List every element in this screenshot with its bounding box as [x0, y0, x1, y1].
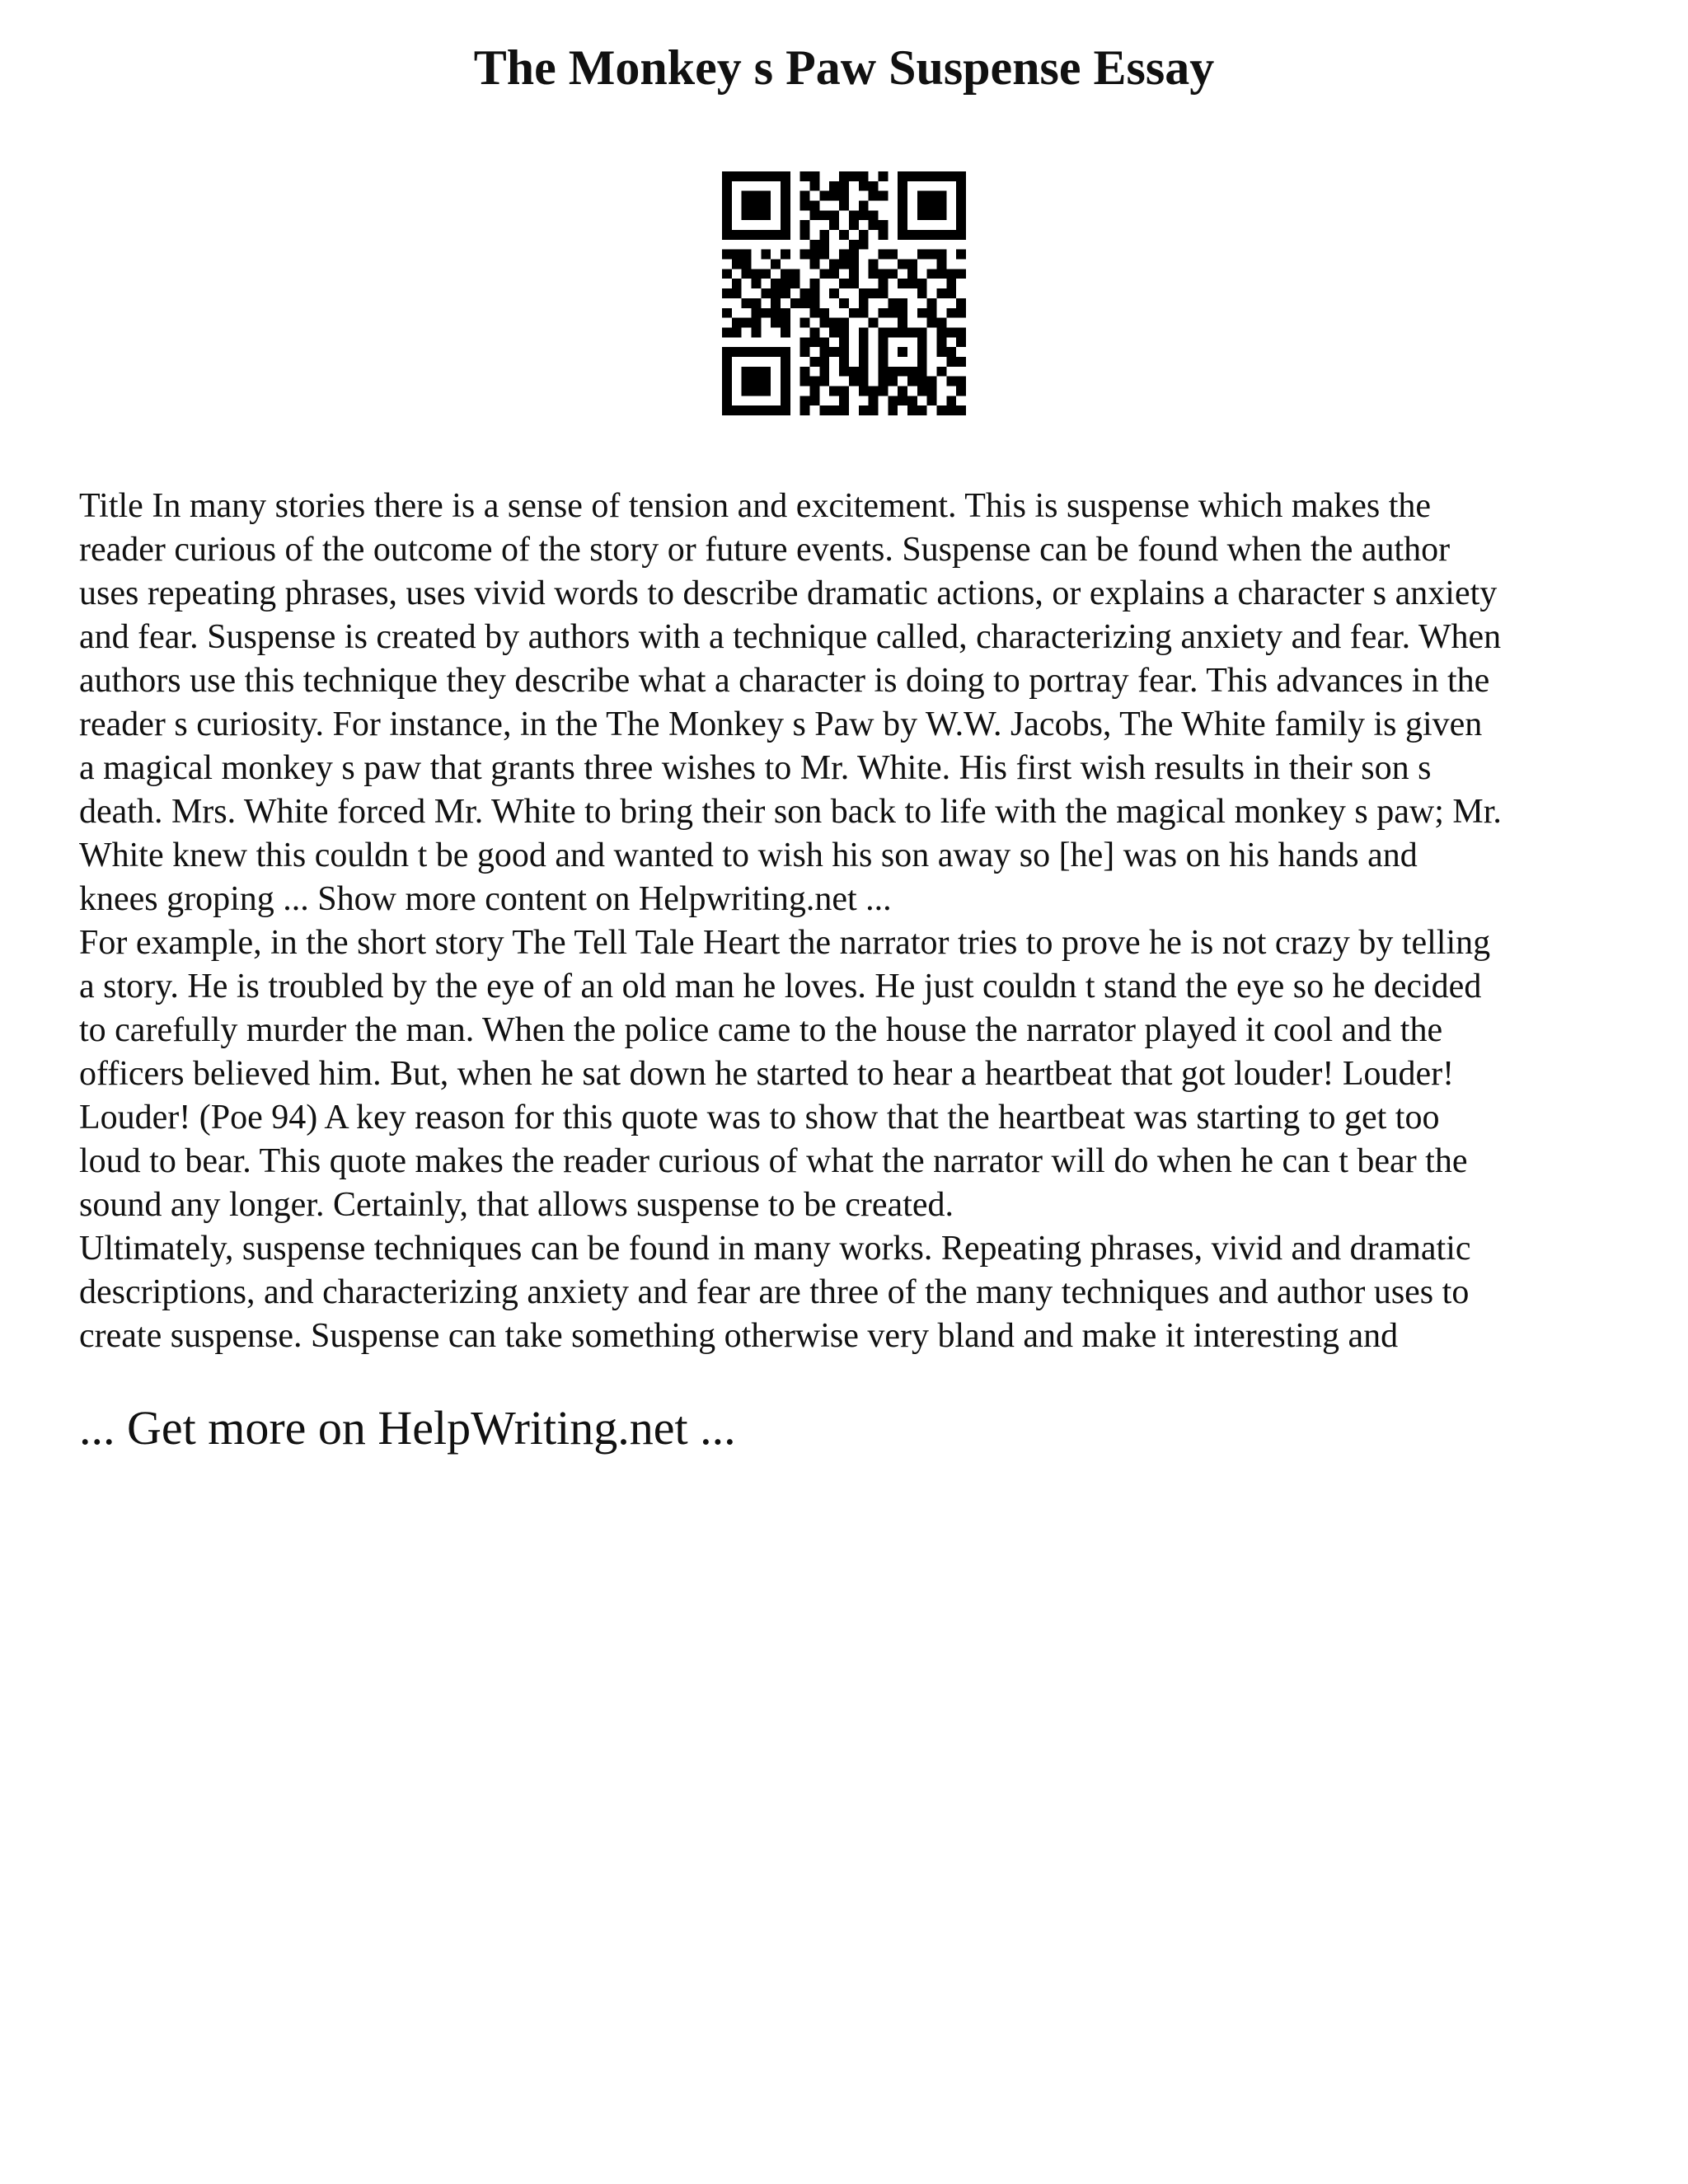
body-line: uses repeating phrases, uses vivid words to describe dramatic actions, or explains a character s anxiety [79, 574, 1498, 612]
body-line: officers believed him. But, when he sat down he started to hear a heartbeat that got louder! Louder! [79, 1055, 1455, 1093]
body-line: to carefully murder the man. When the police came to the house the narrator played it cool and the [79, 1011, 1443, 1049]
body-line: White knew this couldn t be good and wanted to wish his son away so [he] was on his hands and [79, 837, 1418, 874]
body-line-show-more: knees groping ... Show more content on Helpwriting.net ... [79, 880, 892, 918]
body-line: Louder! (Poe 94) A key reason for this quote was to show that the heartbeat was starting to get too [79, 1099, 1440, 1137]
body-line: descriptions, and characterizing anxiety and fear are three of the many techniques and author uses to [79, 1273, 1470, 1311]
body-line: create suspense. Suspense can take something otherwise very bland and make it interesting and [79, 1317, 1399, 1355]
body-line: Ultimately, suspense techniques can be found in many works. Repeating phrases, vivid and dramatic [79, 1230, 1471, 1268]
body-line: a magical monkey s paw that grants three wishes to Mr. White. His first wish results in their son s [79, 749, 1432, 787]
body-line: loud to bear. This quote makes the reader curious of what the narrator will do when he can t bear the [79, 1142, 1468, 1180]
qr-code-icon [722, 171, 966, 415]
body-line: reader s curiosity. For instance, in the The Monkey s Paw by W.W. Jacobs, The White family is given [79, 705, 1483, 743]
body-line: death. Mrs. White forced Mr. White to bring their son back to life with the magical monkey s paw; Mr. [79, 793, 1502, 831]
qr-code[interactable] [722, 171, 966, 415]
body-line: For example, in the short story The Tell Tale Heart the narrator tries to prove he is not crazy by telling [79, 924, 1491, 962]
get-more-link[interactable]: ... Get more on HelpWriting.net ... [79, 1401, 736, 1455]
body-line: authors use this technique they describe what a character is doing to portray fear. This advances in the [79, 662, 1490, 700]
body-line: a story. He is troubled by the eye of an old man he loves. He just couldn t stand the eye so he decided [79, 968, 1482, 1005]
body-line: sound any longer. Certainly, that allows suspense to be created. [79, 1186, 954, 1224]
page-title: The Monkey s Paw Suspense Essay [473, 40, 1215, 95]
body-line: and fear. Suspense is created by authors with a technique called, characterizing anxiety and fear. When [79, 618, 1502, 656]
essay-body [79, 485, 1629, 1358]
body-line: Title In many stories there is a sense of tension and excitement. This is suspense which makes the [79, 487, 1432, 525]
body-line: reader curious of the outcome of the story or future events. Suspense can be found when the author [79, 531, 1451, 569]
